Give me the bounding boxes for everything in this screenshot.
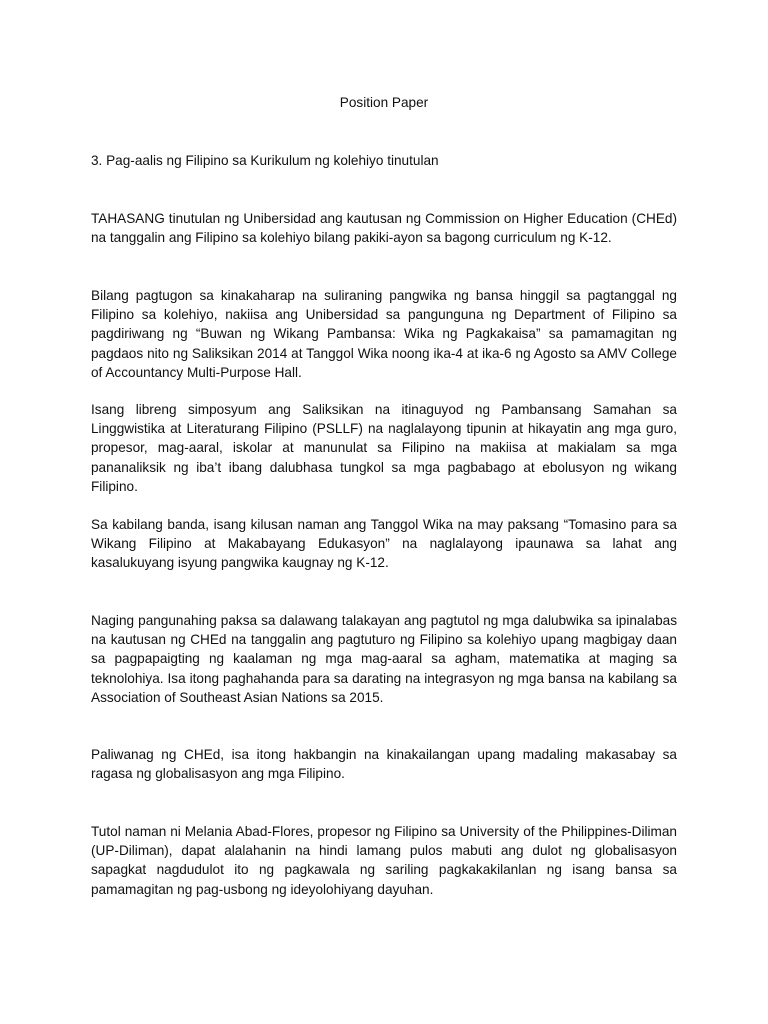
paragraph-4: Sa kabilang banda, isang kilusan naman ang Tanggol Wika na may paksang “Tomasino para sa Wikang Filipino at Makabayang Edukasyon” na naglalayong ipaunawa sa lahat ang kasalukuyang isyung pangwika kaugnay ng K-12. <box>91 517 677 571</box>
paragraph-3: Isang libreng simposyum ang Saliksikan na itinaguyod ng Pambansang Samahan sa Linggwistika at Literaturang Filipino (PSLLF) na naglalayong tipunin at hikayatin ang mga guro, propesor, mag-aaral, iskolar at manunulat sa Filipino na makiisa at makialam sa mga pananaliksik ng iba’t ibang dalubhasa tungkol sa mga pagbabago at ebolusyon ng wikang Filipino. <box>91 402 677 494</box>
paragraph-7: Tutol naman ni Melania Abad-Flores, propesor ng Filipino sa University of the Philippines-Diliman (UP-Diliman), dapat alalahanin na hindi lamang pulos mabuti ang dulot ng globalisasyon sapagkat nagdudulot ito ng pagkawala ng sariling pagkakakilanlan ng isang bansa sa pamamagitan ng pag-usbong ng ideyolohiyang dayuhan. <box>91 824 677 897</box>
paragraph-2: Bilang pagtugon sa kinakaharap na suliraning pangwika ng bansa hinggil sa pagtanggal ng Filipino sa kolehiyo, nakiisa ang Unibersidad sa pangunguna ng Department of Filipino sa pagdiriwang ng “Buwan ng Wikang Pambansa: Wika ng Pagkakaisa” sa pamamagitan ng pagdaos nito ng Saliksikan 2014 at Tanggol Wika noong ika-4 at ika-6 ng Agosto sa AMV College of Accountancy Multi-Purpose Hall. <box>91 288 677 380</box>
section-heading: 3. Pag-aalis ng Filipino sa Kurikulum ng kolehiyo tinutulan <box>91 153 439 168</box>
paragraph-5: Naging pangunahing paksa sa dalawang talakayan ang pagtutol ng mga dalubwika sa ipinalabas na kautusan ng CHEd na tanggalin ang pagtuturo ng Filipino sa kolehiyo upang magbigay daan sa pagpapaigting ng kaalaman ng mga mag-aaral sa agham, matematika at maging sa teknolohiya. Isa itong paghahanda para sa darating na integrasyon ng mga bansa na kabilang sa Association of Southeast Asian Nations sa 2015. <box>91 613 677 705</box>
paragraph-6: Paliwanag ng CHEd, isa itong hakbangin na kinakailangan upang madaling makasabay sa ragasa ng globalisasyon ang mga Filipino. <box>91 747 677 782</box>
paragraph-1: TAHASANG tinutulan ng Unibersidad ang kautusan ng Commission on Higher Education (CHEd) na tanggalin ang Filipino sa kolehiyo bilang pakiki-ayon sa bagong curriculum ng K-12. <box>91 211 677 246</box>
document-title: Position Paper <box>339 95 429 110</box>
